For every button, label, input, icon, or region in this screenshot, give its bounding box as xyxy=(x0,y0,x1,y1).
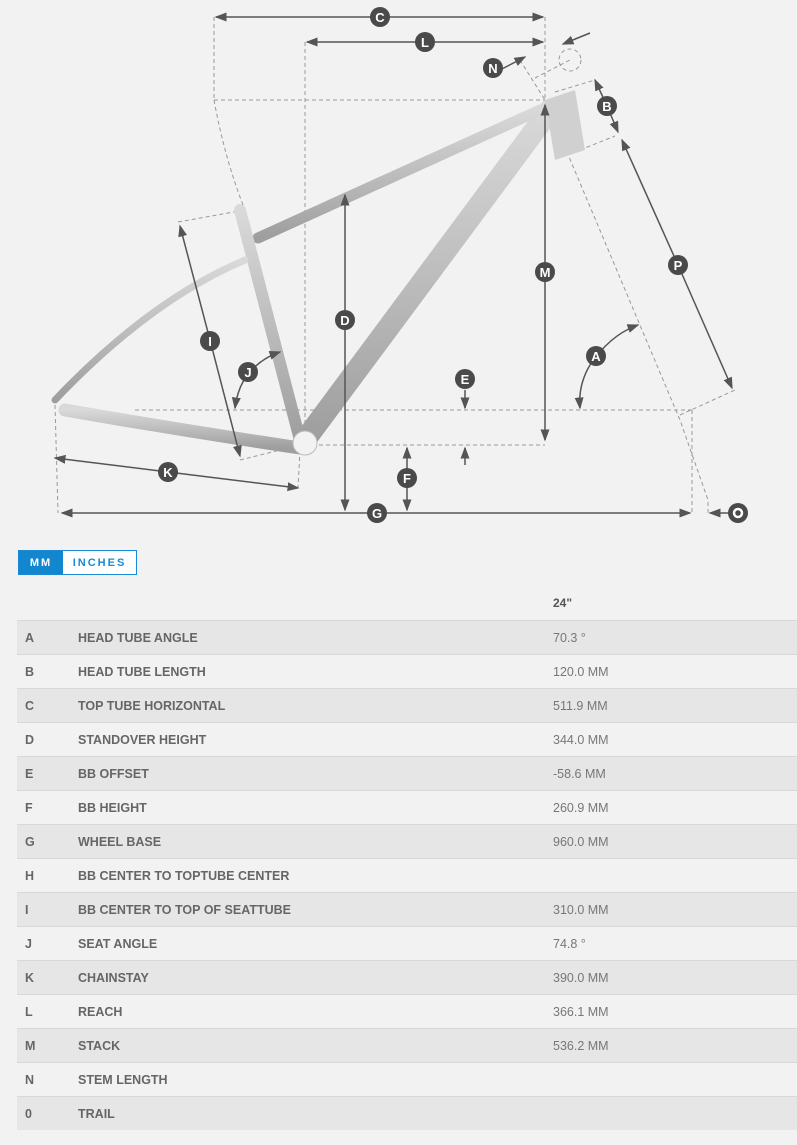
row-value: 511.9 MM xyxy=(553,698,608,713)
svg-text:K: K xyxy=(163,465,173,480)
row-key: E xyxy=(25,766,34,781)
row-label: STANDOVER HEIGHT xyxy=(78,732,207,747)
size-column-label: 24" xyxy=(553,596,573,610)
svg-text:G: G xyxy=(371,506,383,521)
marker-g xyxy=(367,503,387,523)
svg-text:F: F xyxy=(403,471,411,486)
row-key: K xyxy=(25,970,35,985)
svg-text:I: I xyxy=(208,334,212,349)
row-label: STEM LENGTH xyxy=(78,1072,168,1087)
marker-i xyxy=(200,331,220,351)
table-row xyxy=(17,960,797,994)
marker-k xyxy=(158,462,178,482)
row-key: J xyxy=(25,936,32,951)
svg-text:J: J xyxy=(244,365,252,380)
table-row xyxy=(17,790,797,824)
table-row xyxy=(17,926,797,960)
table-row xyxy=(17,1028,797,1062)
row-value: 344.0 MM xyxy=(553,732,609,747)
svg-text:A: A xyxy=(591,349,601,364)
row-key: 0 xyxy=(25,1106,32,1121)
marker-l xyxy=(415,32,435,52)
row-value: 390.0 MM xyxy=(553,970,609,985)
table-row xyxy=(17,824,797,858)
table-row xyxy=(17,756,797,790)
table-row xyxy=(17,1062,797,1096)
row-key: M xyxy=(25,1038,36,1053)
row-key: C xyxy=(25,698,35,713)
row-key: H xyxy=(25,868,35,883)
row-key: L xyxy=(25,1004,33,1019)
row-value: 70.3 ° xyxy=(553,630,586,645)
row-value: 960.0 MM xyxy=(553,834,609,849)
marker-j xyxy=(238,362,258,382)
row-label: STACK xyxy=(78,1038,121,1053)
row-label: SEAT ANGLE xyxy=(78,936,158,951)
row-label: WHEEL BASE xyxy=(78,834,162,849)
table-row xyxy=(17,858,797,892)
marker-d xyxy=(335,310,355,330)
row-value: 536.2 MM xyxy=(553,1038,609,1053)
row-key: N xyxy=(25,1072,35,1087)
row-value: 366.1 MM xyxy=(553,1004,609,1019)
unit-inches-button[interactable]: INCHES xyxy=(63,551,136,574)
row-value: 310.0 MM xyxy=(553,902,609,917)
frame-geometry-diagram xyxy=(0,0,797,535)
row-key: I xyxy=(25,902,29,917)
svg-text:C: C xyxy=(375,10,385,25)
row-label: BB OFFSET xyxy=(78,766,149,781)
row-label: HEAD TUBE LENGTH xyxy=(78,664,206,679)
row-value: 260.9 MM xyxy=(553,800,609,815)
row-value: 120.0 MM xyxy=(553,664,609,679)
marker-n xyxy=(483,58,503,78)
marker-p xyxy=(668,255,688,275)
row-label: HEAD TUBE ANGLE xyxy=(78,630,198,645)
marker-f xyxy=(397,468,417,488)
row-key: G xyxy=(25,834,35,849)
row-label: BB HEIGHT xyxy=(78,800,147,815)
unit-mm-button[interactable]: MM xyxy=(19,551,63,574)
row-key: F xyxy=(25,800,33,815)
table-row xyxy=(17,620,797,654)
row-value: 74.8 ° xyxy=(553,936,586,951)
svg-text:M: M xyxy=(539,265,551,280)
unit-toggle xyxy=(18,550,137,575)
svg-text:D: D xyxy=(340,313,350,328)
row-value: -58.6 MM xyxy=(553,766,606,781)
marker-a xyxy=(586,346,606,366)
table-row xyxy=(17,994,797,1028)
table-row xyxy=(17,722,797,756)
svg-text:L: L xyxy=(421,35,429,50)
table-row xyxy=(17,892,797,926)
marker-b xyxy=(597,96,617,116)
row-label: TOP TUBE HORIZONTAL xyxy=(78,698,226,713)
row-label: REACH xyxy=(78,1004,123,1019)
marker-e xyxy=(455,369,475,389)
marker-o xyxy=(728,503,748,523)
svg-text:B: B xyxy=(602,99,612,114)
row-label: BB CENTER TO TOP OF SEATTUBE xyxy=(78,902,291,917)
row-label: TRAIL xyxy=(78,1106,115,1121)
table-row xyxy=(17,1096,797,1130)
marker-c xyxy=(370,7,390,27)
row-label: CHAINSTAY xyxy=(78,970,149,985)
svg-text:N: N xyxy=(488,61,498,76)
row-key: D xyxy=(25,732,35,747)
row-key: B xyxy=(25,664,35,679)
svg-text:E: E xyxy=(460,372,470,387)
geometry-table xyxy=(17,620,797,1130)
marker-m xyxy=(535,262,555,282)
table-row xyxy=(17,688,797,722)
table-row xyxy=(17,654,797,688)
row-label: BB CENTER TO TOPTUBE CENTER xyxy=(78,868,290,883)
svg-text:P: P xyxy=(673,258,683,273)
row-key: A xyxy=(25,630,35,645)
